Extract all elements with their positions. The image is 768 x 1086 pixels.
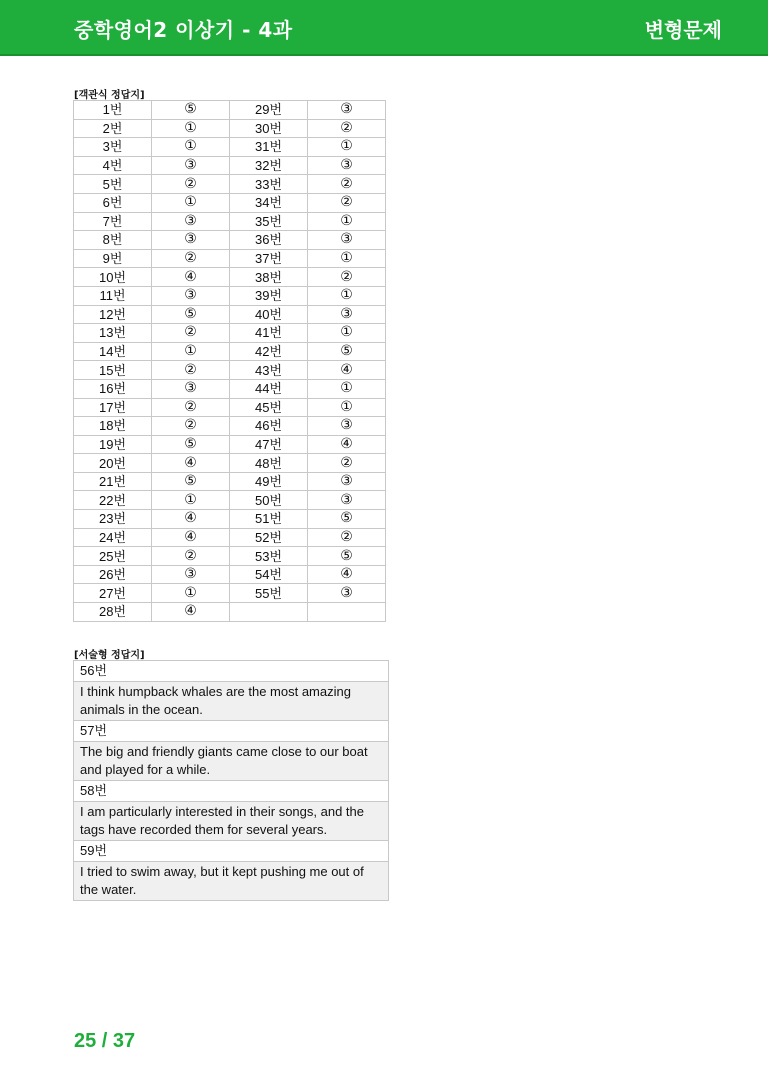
answer-cell: ②	[308, 454, 386, 473]
table-row	[74, 547, 386, 566]
answer-cell: ①	[308, 212, 386, 231]
answer-text-cell: I think humpback whales are the most amazing animals in the ocean.	[74, 682, 389, 721]
question-number-cell: 49번	[230, 472, 308, 491]
question-number-cell: 17번	[74, 398, 152, 417]
answer-text-cell: I am particularly interested in their songs, and the tags have recorded them for several years.	[74, 802, 389, 841]
answer-cell: ③	[152, 565, 230, 584]
answer-cell: ②	[308, 119, 386, 138]
question-number-cell: 40번	[230, 305, 308, 324]
question-number-cell: 9번	[74, 249, 152, 268]
question-number-cell: 37번	[230, 249, 308, 268]
answer-cell: ③	[152, 286, 230, 305]
question-number-cell: 54번	[230, 565, 308, 584]
answer-cell: ①	[152, 342, 230, 361]
answer-cell: ④	[152, 268, 230, 287]
question-number-cell: 45번	[230, 398, 308, 417]
page-number: 25 / 37	[74, 1030, 136, 1052]
question-number-cell: 42번	[230, 342, 308, 361]
answer-cell: ②	[152, 417, 230, 436]
document-subtitle: 변형문제	[644, 18, 722, 42]
table-row	[74, 742, 389, 781]
question-number-cell: 58번	[74, 781, 389, 802]
answer-cell: ④	[308, 565, 386, 584]
answer-cell: ③	[152, 231, 230, 250]
answer-cell: ③	[308, 101, 386, 120]
question-number-cell: 22번	[74, 491, 152, 510]
answer-cell: ②	[152, 249, 230, 268]
question-number-cell: 32번	[230, 156, 308, 175]
question-number-cell: 55번	[230, 584, 308, 603]
question-number-cell: 1번	[74, 101, 152, 120]
document-title: 중학영어2 이상기 - 4과	[74, 18, 293, 42]
answer-cell: ③	[308, 156, 386, 175]
table-row	[74, 417, 386, 436]
question-number-cell: 7번	[74, 212, 152, 231]
answer-cell: ④	[152, 603, 230, 622]
answer-cell: ⑤	[308, 510, 386, 529]
question-number-cell: 51번	[230, 510, 308, 529]
answer-cell: ①	[308, 379, 386, 398]
question-number-cell: 47번	[230, 435, 308, 454]
question-number-cell: 41번	[230, 324, 308, 343]
answer-cell: ②	[308, 528, 386, 547]
answer-cell: ⑤	[152, 472, 230, 491]
table-row	[74, 193, 386, 212]
table-row	[74, 565, 386, 584]
answer-cell	[308, 603, 386, 622]
table-row	[74, 138, 386, 157]
table-row	[74, 361, 386, 380]
answer-cell: ①	[152, 138, 230, 157]
question-number-cell: 20번	[74, 454, 152, 473]
answer-cell: ②	[308, 268, 386, 287]
table-row	[74, 721, 389, 742]
answer-cell: ①	[308, 324, 386, 343]
question-number-cell: 27번	[74, 584, 152, 603]
table-row	[74, 454, 386, 473]
answer-cell: ④	[152, 454, 230, 473]
table-row	[74, 212, 386, 231]
answer-cell: ④	[308, 435, 386, 454]
question-number-cell: 53번	[230, 547, 308, 566]
answer-cell: ③	[308, 231, 386, 250]
answer-cell: ④	[152, 510, 230, 529]
answer-cell: ③	[308, 417, 386, 436]
table-row	[74, 841, 389, 862]
answer-cell: ②	[152, 398, 230, 417]
table-row	[74, 268, 386, 287]
question-number-cell: 3번	[74, 138, 152, 157]
answer-cell: ②	[308, 175, 386, 194]
table-row	[74, 379, 386, 398]
question-number-cell: 19번	[74, 435, 152, 454]
question-number-cell: 44번	[230, 379, 308, 398]
mc-section-label: [객관식 정답지]	[74, 90, 145, 101]
table-row	[74, 175, 386, 194]
question-number-cell: 56번	[74, 661, 389, 682]
question-number-cell: 38번	[230, 268, 308, 287]
question-number-cell: 8번	[74, 231, 152, 250]
question-number-cell: 31번	[230, 138, 308, 157]
answer-cell: ②	[308, 193, 386, 212]
question-number-cell: 50번	[230, 491, 308, 510]
answer-cell: ②	[152, 361, 230, 380]
table-row	[74, 661, 389, 682]
question-number-cell: 33번	[230, 175, 308, 194]
answer-cell: ③	[308, 305, 386, 324]
answer-cell: ②	[152, 547, 230, 566]
table-row	[74, 305, 386, 324]
answer-cell: ⑤	[308, 547, 386, 566]
answer-cell: ④	[152, 528, 230, 547]
question-number-cell: 59번	[74, 841, 389, 862]
table-row	[74, 510, 386, 529]
question-number-cell: 43번	[230, 361, 308, 380]
table-row	[74, 249, 386, 268]
answer-cell: ①	[308, 249, 386, 268]
answer-cell: ③	[152, 212, 230, 231]
table-row	[74, 119, 386, 138]
table-row	[74, 682, 389, 721]
table-row	[74, 101, 386, 120]
question-number-cell: 48번	[230, 454, 308, 473]
table-row	[74, 435, 386, 454]
question-number-cell: 10번	[74, 268, 152, 287]
question-number-cell: 13번	[74, 324, 152, 343]
answer-cell: ③	[152, 156, 230, 175]
table-row	[74, 472, 386, 491]
question-number-cell: 30번	[230, 119, 308, 138]
answer-cell: ①	[152, 119, 230, 138]
question-number-cell: 21번	[74, 472, 152, 491]
question-number-cell: 5번	[74, 175, 152, 194]
answer-cell: ③	[152, 379, 230, 398]
question-number-cell: 39번	[230, 286, 308, 305]
question-number-cell: 26번	[74, 565, 152, 584]
question-number-cell: 12번	[74, 305, 152, 324]
answer-text-cell: The big and friendly giants came close to our boat and played for a while.	[74, 742, 389, 781]
table-row	[74, 584, 386, 603]
answer-cell: ②	[152, 175, 230, 194]
question-number-cell: 35번	[230, 212, 308, 231]
question-number-cell: 25번	[74, 547, 152, 566]
question-number-cell: 4번	[74, 156, 152, 175]
answer-cell: ①	[152, 584, 230, 603]
answer-cell: ①	[308, 398, 386, 417]
answer-cell: ⑤	[308, 342, 386, 361]
question-number-cell: 52번	[230, 528, 308, 547]
question-number-cell	[230, 603, 308, 622]
table-row	[74, 286, 386, 305]
table-row	[74, 603, 386, 622]
answer-cell: ①	[308, 286, 386, 305]
question-number-cell: 18번	[74, 417, 152, 436]
question-number-cell: 36번	[230, 231, 308, 250]
table-row	[74, 156, 386, 175]
wr-section-label: [서술형 정답지]	[74, 650, 145, 661]
wr-answer-table	[73, 660, 389, 901]
answer-cell: ①	[152, 491, 230, 510]
question-number-cell: 34번	[230, 193, 308, 212]
table-row	[74, 781, 389, 802]
question-number-cell: 29번	[230, 101, 308, 120]
question-number-cell: 46번	[230, 417, 308, 436]
answer-cell: ⑤	[152, 305, 230, 324]
question-number-cell: 15번	[74, 361, 152, 380]
answer-cell: ⑤	[152, 101, 230, 120]
table-row	[74, 398, 386, 417]
answer-text-cell: I tried to swim away, but it kept pushing me out of the water.	[74, 862, 389, 901]
answer-cell: ④	[308, 361, 386, 380]
question-number-cell: 11번	[74, 286, 152, 305]
answer-cell: ⑤	[152, 435, 230, 454]
answer-cell: ①	[308, 138, 386, 157]
table-row	[74, 491, 386, 510]
table-row	[74, 802, 389, 841]
table-row	[74, 342, 386, 361]
table-row	[74, 862, 389, 901]
answer-cell: ③	[308, 491, 386, 510]
question-number-cell: 28번	[74, 603, 152, 622]
mc-answer-table	[73, 100, 386, 622]
answer-cell: ②	[152, 324, 230, 343]
answer-cell: ①	[152, 193, 230, 212]
answer-cell: ③	[308, 584, 386, 603]
question-number-cell: 57번	[74, 721, 389, 742]
answer-cell: ③	[308, 472, 386, 491]
table-row	[74, 528, 386, 547]
question-number-cell: 6번	[74, 193, 152, 212]
question-number-cell: 23번	[74, 510, 152, 529]
question-number-cell: 16번	[74, 379, 152, 398]
question-number-cell: 2번	[74, 119, 152, 138]
page-header	[0, 0, 768, 56]
table-row	[74, 324, 386, 343]
table-row	[74, 231, 386, 250]
question-number-cell: 24번	[74, 528, 152, 547]
question-number-cell: 14번	[74, 342, 152, 361]
